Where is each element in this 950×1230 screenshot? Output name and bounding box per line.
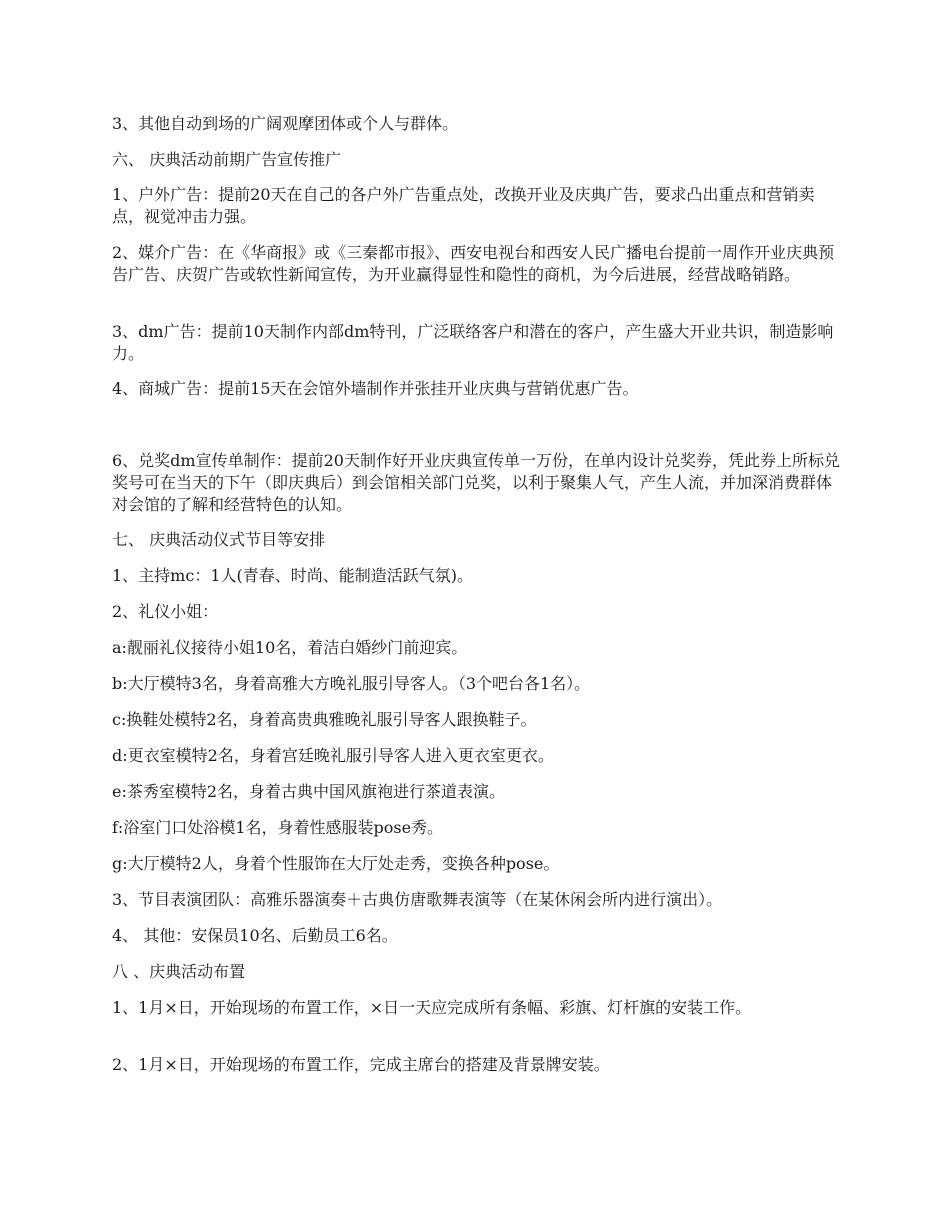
paragraph-other-staff: 4、 其他：安保员10名、后勤员工6名。 (112, 926, 398, 945)
paragraph-outdoor-ads: 1、户外广告：提前20天在自己的各户外广告重点处，改换开业及庆典广告，要求凸出重点和营销卖点，视觉冲击力强。 (112, 185, 815, 226)
list-item-c: c:换鞋处模特2名，身着高贵典雅晚礼服引导客人跟换鞋子。 (112, 710, 537, 729)
paragraph-performance-team: 3、节目表演团队：高雅乐器演奏＋古典仿唐歌舞表演等（在某休闲会所内进行演出）。 (112, 890, 723, 909)
list-item-e: e:茶秀室模特2名，身着古典中国风旗袍进行茶道表演。 (112, 782, 506, 801)
section-heading-6: 六、 庆典活动前期广告宣传推广 (112, 150, 342, 169)
list-item-f: f:浴室门口处浴模1名，身着性感服装pose秀。 (112, 818, 444, 837)
paragraph-setup-day-1: 1、1月×日，开始现场的布置工作，×日一天应完成所有条幅、彩旗、灯杆旗的安装工作。 (112, 998, 752, 1017)
paragraph-host-mc: 1、主持mc：1人(青春、时尚、能制造活跃气氛)。 (112, 566, 473, 585)
paragraph-media-ads: 2、媒介广告：在《华商报》或《三秦都市报》、西安电视台和西安人民广播电台提前一周作开业庆典预告广告、庆贺广告或软性新闻宣传，为开业赢得显性和隐性的商机，为今后进展，经营战略销路。 (112, 243, 835, 284)
list-item-d: d:更衣室模特2名，身着宫廷晚礼服引导客人进入更衣室更衣。 (112, 746, 554, 765)
list-item-a: a:靓丽礼仪接待小姐10名，着洁白婚纱门前迎宾。 (112, 638, 468, 657)
section-heading-7: 七、 庆典活动仪式节目等安排 (112, 530, 326, 549)
section-heading-8: 八 、庆典活动布置 (112, 962, 246, 981)
paragraph-etiquette-ladies: 2、礼仪小姐： (112, 602, 219, 621)
paragraph-other-attendees: 3、其他自动到场的广阔观摩团体或个人与群体。 (112, 114, 459, 133)
paragraph-dm-flyer: 6、兑奖dm宣传单制作：提前20天制作好开业庆典宣传单一万份，在单内设计兑奖券，凭此券上所标兑奖号可在当天的下午（即庆典后）到会馆相关部门兑奖，以利于聚集人气，产生人流，并加深消费群体对会馆的了解和经营特色的认知。 (112, 451, 840, 514)
list-item-g: g:大厅模特2人，身着个性服饰在大厅处走秀，变换各种pose。 (112, 854, 560, 873)
list-item-b: b:大厅模特3名，身着高雅大方晚礼服引导客人。（3个吧台各1名）。 (112, 674, 591, 693)
paragraph-dm-ads: 3、dm广告：提前10天制作内部dm特刊，广泛联络客户和潜在的客户，产生盛大开业共识，制造影响力。 (112, 322, 834, 363)
paragraph-mall-ads: 4、商城广告：提前15天在会馆外墙制作并张挂开业庆典与营销优惠广告。 (112, 379, 639, 398)
paragraph-setup-day-2: 2、1月×日，开始现场的布置工作，完成主席台的搭建及背景牌安装。 (112, 1055, 610, 1074)
